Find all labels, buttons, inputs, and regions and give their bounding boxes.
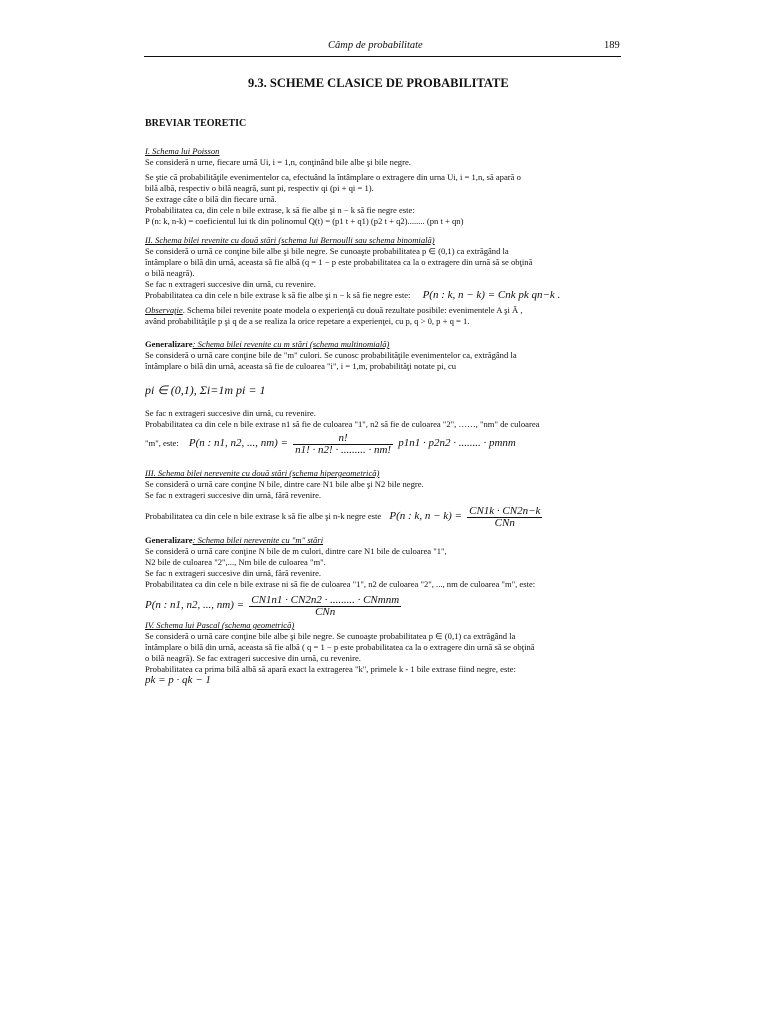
page-number: 189 xyxy=(604,40,620,51)
observation-line xyxy=(145,305,623,316)
paragraph-line: Probabilitatea ca prima bilă albă să apară exact la extragerea "k", primele k - 1 bile extrase fiind negre, este: xyxy=(145,664,516,674)
bernoulli-heading: II. Schema bilei revenite cu două stări (schema lui Bernoulli sau schema binomială) xyxy=(145,235,435,245)
fraction xyxy=(293,433,393,456)
formula-intro: Probabilitatea ca din cele n bile extrase k să fie albe şi n − k să fie negre este: xyxy=(145,290,411,300)
section-title: 9.3. SCHEME CLASICE DE PROBABILITATE xyxy=(248,76,509,90)
generalization-subtitle: : Schema bilei nerevenite cu "m" stări xyxy=(192,535,324,545)
multinomial-formula-line xyxy=(145,430,623,456)
generalization-label: Generalizare xyxy=(145,535,193,545)
paragraph-line: Se extrage câte o bilă din fiecare urnă. xyxy=(145,194,277,204)
generalization-heading xyxy=(145,339,623,350)
paragraph-line: Probabilitatea ca din cele n bile extrase ni să fie de culoarea "1", n2 de culoarea "2", ..., nm de culoarea "m", este: xyxy=(145,579,536,589)
running-title: Câmp de probabilitate xyxy=(328,40,423,51)
generalization-label: Generalizare xyxy=(145,339,193,349)
fraction-denominator: CNn xyxy=(315,605,336,618)
generalization-subtitle: : Schema bilei revenite cu m stări (schema multinomială) xyxy=(192,339,390,349)
paragraph-line: N2 bile de culoarea "2",..., Nm bile de culoarea "m". xyxy=(145,557,326,567)
fraction xyxy=(249,595,401,618)
observation-label: Observaţie xyxy=(145,305,183,315)
paragraph-line: Probabilitatea ca din cele n bile extrase n1 să fie de culoarea "1", n2 să fie de culoarea "2", ……, "nm" de culoarea xyxy=(145,419,540,429)
hypergeometric-heading: III. Schema bilei nerevenite cu două stări (schema hipergeometrică) xyxy=(145,468,380,478)
paragraph-line: Se consideră o urnă care conţine N bile de m culori, dintre care N1 bile de culoarea "1", xyxy=(145,546,447,556)
binomial-formula: P(n : k, n − k) = Cnk pk qn−k . xyxy=(422,290,561,301)
subsection-title: BREVIAR TEORETIC xyxy=(145,118,247,129)
formula-lhs: P(n : n1, n2, ..., nm) = xyxy=(145,599,245,611)
sum-formula: pi ∈ (0,1), Σi=1m pi = 1 xyxy=(145,383,266,397)
generalization-heading xyxy=(145,535,623,546)
paragraph-line: având probabilităţile p şi q de a se realiza la orice repetare a experienţei, cu p, q > 0, p + q = 1. xyxy=(145,316,470,326)
paragraph-line: Se consideră o urnă ce conţine bile albe şi bile negre. Se cunoaşte probabilitatea p ∈ (0,1) ca extrăgând la xyxy=(145,246,509,256)
fraction xyxy=(467,506,542,529)
paragraph-line: Se fac n extrageri succesive din urnă, cu revenire. xyxy=(145,279,316,289)
formula-rhs: p1n1 · p2n2 · ........ · pmnm xyxy=(398,437,516,449)
fraction-denominator: n1! · n2! · ......... · nm! xyxy=(295,443,392,456)
geometric-formula: pk = p · qk − 1 xyxy=(145,675,211,686)
paragraph-line xyxy=(145,290,623,301)
formula-intro: "m", este: xyxy=(145,438,179,448)
paragraph-line: o bilă neagră). xyxy=(145,268,195,278)
paragraph-line: Se consideră o urnă care conţine bile albe şi bile negre. Se cunoaşte probabilitatea p ∈ (0,1) ca extrăgând la xyxy=(145,631,516,641)
paragraph-line: Se fac n extrageri succesive din urnă, cu revenire. xyxy=(145,408,316,418)
hypergeometric-formula-line xyxy=(145,501,623,531)
pascal-heading: IV. Schema lui Pascal (schema geometrică) xyxy=(145,620,295,630)
paragraph-line: P (n: k, n-k) = coeficientul lui tk din polinomul Q(t) = (p1 t + q1) (p2 t + q2)........ (pn t + qn) xyxy=(145,216,464,226)
fraction-denominator: CNn xyxy=(494,516,515,529)
paragraph-line: întâmplare o bilă din urnă, aceasta să fie albă (q = 1 − p este probabilitatea ca la o extragere din urnă să se obţină xyxy=(145,257,533,267)
observation-text: . Schema bilei revenite poate modela o experienţă cu două rezultate posibile: evenimentele A şi Ā , xyxy=(182,305,523,315)
paragraph-line: Se fac n extrageri succesive din urnă, fără revenire. xyxy=(145,490,322,500)
fraction-numerator: n! xyxy=(293,433,393,445)
formula-lhs: P(n : k, n − k) = xyxy=(389,510,462,522)
header-rule xyxy=(144,56,621,57)
paragraph-line: Se consideră o urnă care conţine N bile, dintre care N1 bile albe şi N2 bile negre. xyxy=(145,479,424,489)
poisson-heading: I. Schema lui Poisson xyxy=(145,146,220,156)
paragraph-line: întâmplare o bilă din urnă, aceasta să fie de culoarea "i", i = 1,m, probabilităţi notate pi, cu xyxy=(145,361,457,371)
paragraph-line: întâmplare o bilă din urnă, aceasta să fie albă ( q = 1 − p este probabilitatea ca la o extragere din urnă să se obţină xyxy=(145,642,535,652)
paragraph-line: Se consideră o urnă care conţine bile de "m" culori. Se cunosc probabilităţile evenimentelor ca, extrăgând la xyxy=(145,350,517,360)
paragraph-line: Se fac n extrageri succesive din urnă, fără revenire. xyxy=(145,568,322,578)
content xyxy=(145,146,623,686)
fraction-numerator: CN1k · CN2n−k xyxy=(469,504,541,517)
paragraph-line: Se consideră n urne, fiecare urnă Ui, i = 1,n, conţinând bile albe şi bile negre. xyxy=(145,157,411,167)
paragraph-line: bilă albă, respectiv o bilă neagră, sunt pi, respectiv qi (pi + qi = 1). xyxy=(145,183,374,193)
fraction-numerator: CN1n1 · CN2n2 · ......... · CNmnm xyxy=(251,593,400,606)
multivariate-hypergeometric-formula xyxy=(145,590,623,620)
paragraph-line: o bilă neagră). Se fac extrageri succesive din urnă, cu revenire. xyxy=(145,653,361,663)
paragraph-line: Probabilitatea ca, din cele n bile extrase, k să fie albe şi n − k să fie negre este: xyxy=(145,205,415,215)
paragraph-line: Se ştie că probabilităţile evenimentelor ca, efectuând la întâmplare o extragere din urna Ui, i = 1,n, să apară o xyxy=(145,172,521,182)
formula-intro: Probabilitatea ca din cele n bile extrase k să fie albe şi n-k negre este xyxy=(145,511,382,521)
formula-lhs: P(n : n1, n2, ..., nm) = xyxy=(188,437,288,449)
